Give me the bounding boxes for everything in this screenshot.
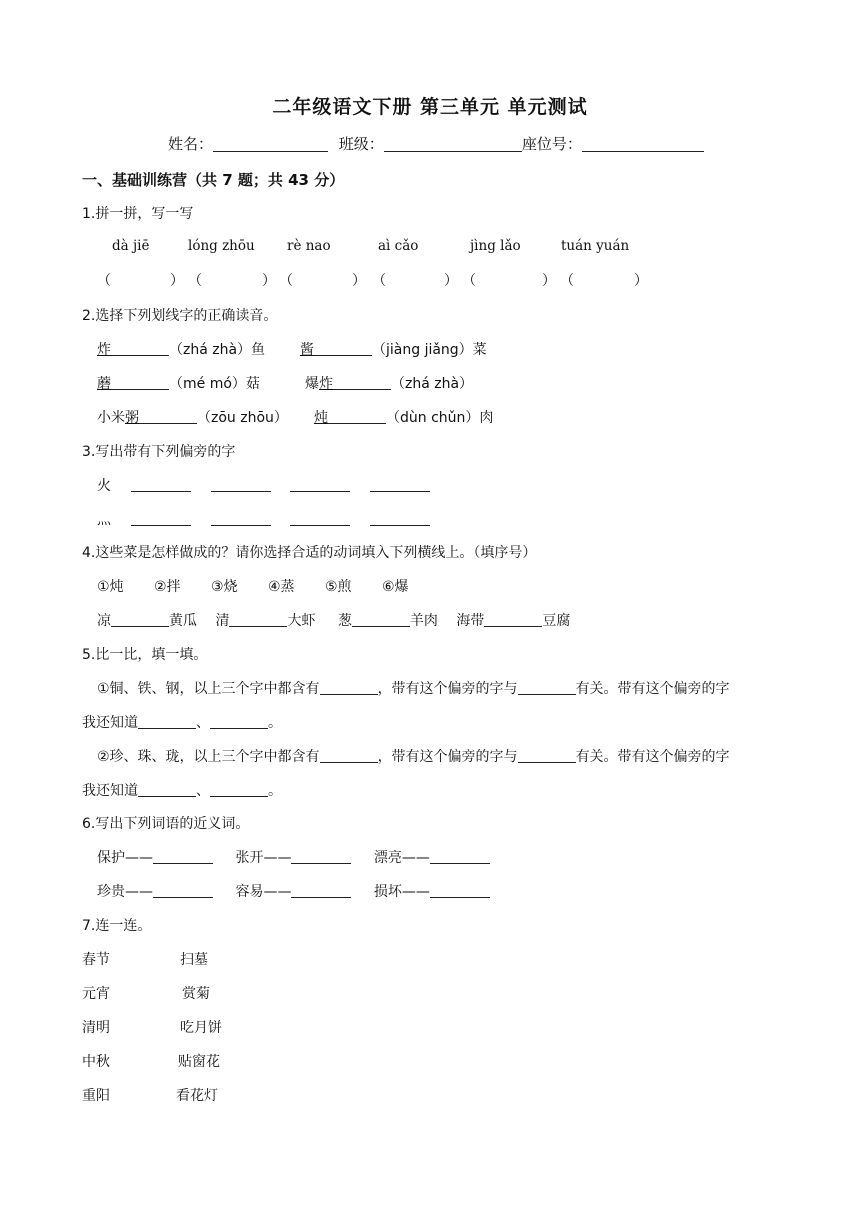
q5-text: ，带有这个偏旁的字与 xyxy=(377,681,518,697)
answer-blank[interactable] xyxy=(430,883,490,898)
dish-prefix: 葱 xyxy=(337,613,352,629)
dish-name: 豆腐 xyxy=(542,613,571,629)
bracket-close: ） xyxy=(634,273,648,289)
bracket-open: （ xyxy=(97,273,111,289)
answer-blank[interactable] xyxy=(291,849,351,864)
q1-pinyin-5: jìng lǎo xyxy=(470,238,521,254)
q5-text: ①铜、铁、钢，以上三个字中都含有 xyxy=(97,681,320,697)
answer-blank[interactable] xyxy=(320,680,378,695)
bracket-open: （ xyxy=(462,273,476,289)
answer-blank[interactable] xyxy=(290,511,350,526)
q5-text: 我还知道 xyxy=(82,715,138,731)
answer-blank[interactable] xyxy=(131,477,191,492)
answer-blank[interactable] xyxy=(320,748,378,763)
q6-word: 保护—— xyxy=(97,850,153,866)
section-heading: 一、基础训练营（共 7 题；共 43 分） xyxy=(82,171,345,189)
bracket-close: ） xyxy=(542,273,556,289)
q4-option: ②拌 xyxy=(154,579,181,595)
bracket-open: （ xyxy=(372,273,386,289)
answer-blank[interactable] xyxy=(430,849,490,864)
q2-item xyxy=(97,339,265,359)
q6-word: 损坏—— xyxy=(373,884,430,900)
q4-option: ③烧 xyxy=(211,579,238,595)
q3-row xyxy=(97,509,430,529)
underlined-char: 炸 xyxy=(97,342,111,358)
custom-item: 贴窗花 xyxy=(178,1054,220,1070)
underlined-char: 酱 xyxy=(300,342,314,358)
answer-blank[interactable] xyxy=(211,477,271,492)
underlined-char: 炖 xyxy=(314,410,328,426)
answer-blank[interactable] xyxy=(111,375,169,390)
bracket-close: ） xyxy=(170,273,184,289)
festival-item: 重阳 xyxy=(82,1088,110,1104)
answer-blank[interactable] xyxy=(153,849,213,864)
dish-prefix: 清 xyxy=(215,613,230,629)
q5-text: 、 xyxy=(196,715,210,731)
answer-blank[interactable] xyxy=(210,782,268,797)
q6-word: 张开—— xyxy=(235,850,292,866)
answer-blank[interactable] xyxy=(314,341,372,356)
radical: 灬 xyxy=(97,512,111,528)
answer-blank[interactable] xyxy=(484,612,542,627)
festival-item: 中秋 xyxy=(82,1054,110,1070)
q4-option: ①炖 xyxy=(97,579,124,595)
q2-options: （zhá zhà）鱼 xyxy=(169,342,266,358)
bracket-close: ） xyxy=(444,273,458,289)
q5-text: 。 xyxy=(268,715,282,731)
bracket-close: ） xyxy=(262,273,276,289)
q4-option: ④蒸 xyxy=(268,579,295,595)
q1-pinyin-3: rè nao xyxy=(287,238,331,254)
q6-word: 漂亮—— xyxy=(373,850,430,866)
q5-item-line1 xyxy=(97,678,730,698)
q2-options: （jiàng jiǎng）菜 xyxy=(372,342,487,358)
q1-prompt: 1.拼一拼，写一写 xyxy=(82,206,194,222)
q5-text: ，带有这个偏旁的字与 xyxy=(377,749,518,765)
q2-item xyxy=(305,373,473,393)
answer-blank[interactable] xyxy=(229,612,287,627)
student-info-row xyxy=(168,133,704,154)
answer-blank[interactable] xyxy=(291,883,351,898)
name-field[interactable] xyxy=(213,135,328,152)
answer-blank[interactable] xyxy=(370,511,430,526)
q5-text: 有关。带有这个偏旁的字 xyxy=(575,749,730,765)
name-label: 姓名： xyxy=(168,135,214,153)
answer-blank[interactable] xyxy=(153,883,213,898)
underlined-char: 蘑 xyxy=(97,376,111,392)
underlined-char: 粥 xyxy=(125,410,139,426)
q1-pinyin-6: tuán yuán xyxy=(561,238,630,254)
custom-item: 扫墓 xyxy=(180,952,208,968)
q2-options: （dùn chǔn）肉 xyxy=(386,410,494,426)
q2-options: （zōu zhōu） xyxy=(197,410,288,426)
dish-prefix: 凉 xyxy=(97,613,111,629)
festival-item: 春节 xyxy=(82,952,110,968)
q5-text: ②珍、珠、珑，以上三个字中都含有 xyxy=(97,749,320,765)
q7-prompt: 7.连一连。 xyxy=(82,918,152,934)
q4-option: ⑤煎 xyxy=(325,579,352,595)
q2-prefix: 小米 xyxy=(97,410,125,426)
festival-item: 清明 xyxy=(82,1020,110,1036)
q4-option: ⑥爆 xyxy=(382,579,409,595)
q1-pinyin-4: aì cǎo xyxy=(378,238,419,254)
answer-blank[interactable] xyxy=(131,511,191,526)
answer-blank[interactable] xyxy=(518,680,576,695)
answer-blank[interactable] xyxy=(138,714,196,729)
q5-text: 、 xyxy=(196,783,210,799)
dish-name: 黄瓜 xyxy=(169,613,197,629)
underlined-char: 炸 xyxy=(319,376,333,392)
custom-item: 看花灯 xyxy=(176,1088,218,1104)
q1-pinyin-1: dà jiē xyxy=(112,238,150,254)
answer-blank[interactable] xyxy=(333,375,391,390)
answer-blank[interactable] xyxy=(111,341,169,356)
bracket-open: （ xyxy=(188,273,202,289)
q5-text: 我还知道 xyxy=(82,783,138,799)
q6-row xyxy=(97,847,490,867)
q2-item xyxy=(97,407,288,427)
q2-options: （zhá zhà） xyxy=(391,376,474,392)
q5-item-line1 xyxy=(97,746,730,766)
class-label: 班级： xyxy=(338,135,384,153)
dish-name: 大虾 xyxy=(287,613,316,629)
answer-blank[interactable] xyxy=(210,714,268,729)
custom-item: 赏菊 xyxy=(182,986,210,1002)
answer-blank[interactable] xyxy=(111,612,169,627)
answer-blank[interactable] xyxy=(211,511,271,526)
answer-blank[interactable] xyxy=(328,409,386,424)
answer-blank[interactable] xyxy=(352,612,410,627)
q6-row xyxy=(97,881,490,901)
q2-options: （mé mó）菇 xyxy=(169,376,260,392)
q2-item xyxy=(314,407,493,427)
q2-item xyxy=(97,373,260,393)
q2-prompt: 2.选择下列划线字的正确读音。 xyxy=(82,308,278,324)
q2-prefix: 爆 xyxy=(305,376,319,392)
bracket-close: ） xyxy=(352,273,366,289)
q4-row xyxy=(97,610,570,630)
q5-item-line2 xyxy=(82,712,282,732)
bracket-open: （ xyxy=(560,273,574,289)
class-field[interactable] xyxy=(384,135,522,152)
q3-row xyxy=(97,475,430,495)
q5-text: 。 xyxy=(268,783,282,799)
q6-word: 珍贵—— xyxy=(97,884,153,900)
q6-word: 容易—— xyxy=(235,884,292,900)
q5-text: 有关。带有这个偏旁的字 xyxy=(575,681,730,697)
q1-pinyin-2: lóng zhōu xyxy=(188,238,255,254)
q5-prompt: 5.比一比，填一填。 xyxy=(82,647,208,663)
dish-prefix: 海带 xyxy=(456,613,485,629)
answer-blank[interactable] xyxy=(139,409,197,424)
q3-prompt: 3.写出带有下列偏旁的字 xyxy=(82,444,236,460)
seat-label: 座位号： xyxy=(521,135,582,153)
answer-blank[interactable] xyxy=(290,477,350,492)
festival-item: 元宵 xyxy=(82,986,110,1002)
seat-field[interactable] xyxy=(582,135,704,152)
dish-name: 羊肉 xyxy=(409,613,438,629)
radical: 火 xyxy=(97,478,111,494)
q5-item-line2 xyxy=(82,780,282,800)
answer-blank[interactable] xyxy=(518,748,576,763)
answer-blank[interactable] xyxy=(370,477,430,492)
custom-item: 吃月饼 xyxy=(180,1020,222,1036)
q2-item xyxy=(300,339,487,359)
bracket-open: （ xyxy=(279,273,293,289)
q6-prompt: 6.写出下列词语的近义词。 xyxy=(82,816,250,832)
page-title: 二年级语文下册 第三单元 单元测试 xyxy=(272,96,588,118)
q4-prompt: 4.这些菜是怎样做成的？请你选择合适的动词填入下列横线上。（填序号） xyxy=(82,545,537,561)
answer-blank[interactable] xyxy=(138,782,196,797)
